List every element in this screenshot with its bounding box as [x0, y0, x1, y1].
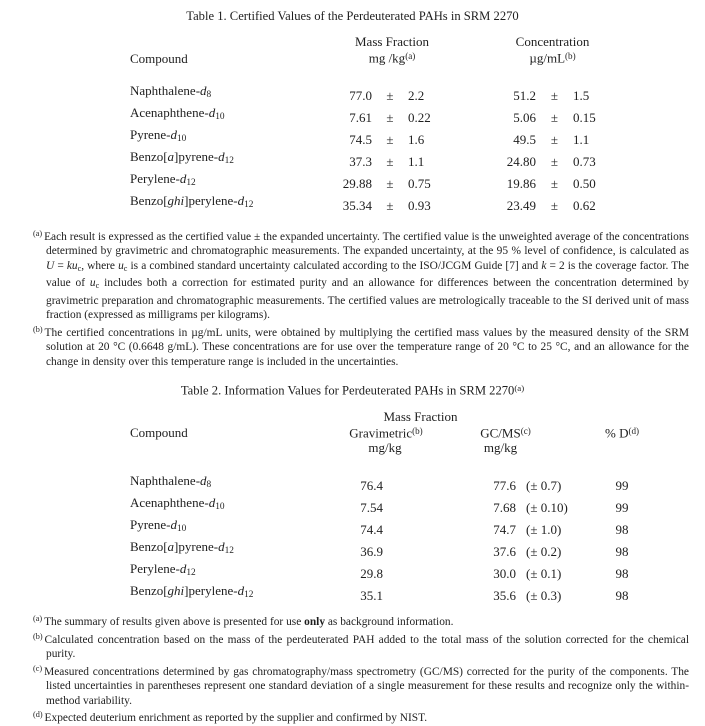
- plus-minus-symbol: ±: [386, 109, 394, 125]
- compound-name: Benzo[a]pyrene-d12: [130, 539, 234, 557]
- gravimetric-value: 35.1: [360, 588, 383, 604]
- table1-concentration-unit: $\mu g/mL^{(b)}$: [529, 50, 576, 66]
- gravimetric-value: 76.4: [360, 478, 383, 494]
- percent-d-value: 98: [615, 522, 629, 538]
- gcms-uncertainty: (± 0.7): [526, 478, 562, 494]
- gravimetric-value: 29.8: [360, 566, 383, 582]
- compound-name: Benzo[ghi]perylene-d12: [130, 583, 254, 601]
- concentration-value: 23.49: [506, 197, 536, 213]
- plus-minus-symbol: ±: [550, 109, 559, 125]
- gcms-uncertainty: (± 0.3): [526, 588, 562, 604]
- gcms-uncertainty: (± 1.0): [526, 522, 562, 538]
- table-row: [130, 82, 633, 104]
- table2-header-row-2: [130, 424, 650, 441]
- table1-header-row-1: [130, 34, 633, 49]
- mass-fraction-uncertainty: 1.1: [408, 153, 425, 169]
- footnote-marker: (b): [33, 324, 43, 334]
- footnote-b: [33, 630, 689, 662]
- footnote-text: Calculated concentration based on the mass of the perdeuterated PAH added to the total mass of the solution corrected for the chemical purity.: [44, 633, 689, 661]
- table-row: [130, 472, 650, 494]
- compound-name: Acenaphthene-d10: [130, 495, 225, 513]
- table2-compound-header: Compound: [130, 425, 188, 441]
- concentration-value: 51.2: [513, 87, 536, 103]
- footnote-text: Expected deuterium enrichment as reported by the supplier and confirmed by NIST.: [44, 712, 428, 725]
- gravimetric-value: 7.54: [360, 500, 383, 516]
- gcms-value: 35.6: [493, 588, 517, 604]
- concentration-uncertainty: 1.1: [573, 131, 590, 147]
- table-row: [130, 538, 650, 560]
- table-row: [130, 192, 633, 214]
- footnote-marker: (a): [33, 614, 43, 624]
- table2: [130, 409, 650, 605]
- mass-fraction-uncertainty: 2.2: [408, 87, 425, 103]
- concentration-uncertainty: 1.5: [573, 87, 590, 103]
- gcms-value: 30.0: [493, 566, 517, 582]
- mass-fraction-uncertainty: 0.22: [408, 109, 431, 125]
- table-row: [130, 582, 650, 604]
- table2-header-row-3: [130, 440, 650, 456]
- gcms-value: 7.68: [493, 500, 517, 516]
- mass-fraction-value: 35.34: [342, 197, 372, 213]
- table1-footnotes: [0, 227, 705, 369]
- gcms-uncertainty: (± 0.1): [526, 566, 562, 582]
- footnote-c: [33, 662, 689, 709]
- percent-d-value: 99: [615, 478, 629, 494]
- compound-name: Pyrene-d10: [130, 517, 187, 535]
- concentration-value: 49.5: [513, 131, 536, 147]
- footnote-text: The summary of results given above is presented for use only as background information.: [44, 616, 454, 629]
- table1-compound-header: Compound: [130, 50, 188, 66]
- table1-title: Table 1. Certified Values of the Perdeuterated PAHs in SRM 2270: [186, 9, 519, 23]
- compound-name: Benzo[a]pyrene-d12: [130, 148, 234, 166]
- gcms-value: 74.7: [493, 522, 517, 538]
- table-row: [130, 170, 633, 192]
- gcms-value: 37.6: [493, 544, 517, 560]
- compound-name: Acenaphthene-d10: [130, 104, 225, 122]
- table-row: [130, 516, 650, 538]
- table-row: [130, 104, 633, 126]
- gravimetric-value: 36.9: [360, 544, 383, 560]
- footnote-marker: (b): [33, 631, 43, 641]
- mass-fraction-value: 29.88: [342, 175, 372, 191]
- compound-name: Benzo[ghi]perylene-d12: [130, 192, 254, 210]
- mass-fraction-uncertainty: 0.75: [408, 175, 431, 191]
- table2-mass-fraction-header: Mass Fraction: [383, 408, 458, 424]
- footnote-d: [33, 708, 689, 726]
- plus-minus-symbol: ±: [550, 197, 559, 213]
- percent-d-value: 99: [615, 500, 629, 516]
- table1: [130, 34, 633, 214]
- table2-gcms-header: GC/MS$^{(c)}$: [480, 425, 531, 441]
- concentration-uncertainty: 0.15: [573, 109, 596, 125]
- compound-name: Perylene-d12: [130, 170, 196, 188]
- compound-name: Pyrene-d10: [130, 126, 187, 144]
- table2-gravimetric-header: Gravimetric$^{(b)}$: [349, 425, 423, 441]
- footnote-a: [33, 612, 689, 630]
- plus-minus-symbol: ±: [386, 197, 394, 213]
- table-row: [130, 126, 633, 148]
- table2-title: Table 2. Information Values for Perdeuterated PAHs in SRM 2270$^{(a)}$: [180, 383, 525, 398]
- footnote-text: Each result is expressed as the certified value ± the expanded uncertainty. The certified value is the unweighted average of the concentrations determined by gravimetric and chromatographic measurements. The expanded uncertainty, at the 95 % level of confidence, is calculated as U = kuc, where uc is a combined standard uncertainty calculated according to the ISO/JCGM Guide [7] and k = 2 is the coverage factor. The value of uc includes both a correction for estimated purity and an allowance for differences between the concentration determined by gravimetric preparation and chromatographic measurements. The certified values are metrologically traceable to the SI derived unit of mass fraction (expressed as milligrams per kilograms).: [44, 230, 689, 321]
- plus-minus-symbol: ±: [386, 175, 394, 191]
- mass-fraction-value: 74.5: [349, 131, 372, 147]
- footnote-marker: (c): [33, 663, 43, 673]
- table1-concentration-header: Concentration: [515, 34, 590, 49]
- table2-footnotes: [0, 612, 705, 726]
- plus-minus-symbol: ±: [550, 87, 559, 103]
- plus-minus-symbol: ±: [550, 175, 559, 191]
- footnote-text: Measured concentrations determined by gas chromatography/mass spectrometry (GC/MS) corrected for the purity of the components. The listed uncertainties in parentheses represent one standard deviation of a single measurement for these results and recognize only the within-method variability.: [44, 665, 689, 707]
- gcms-uncertainty: (± 0.10): [526, 500, 568, 516]
- mass-fraction-value: 7.61: [349, 109, 372, 125]
- table2-percent-d-header: % $D^{(d)}$: [604, 425, 640, 441]
- concentration-uncertainty: 0.50: [573, 175, 596, 191]
- gcms-uncertainty: (± 0.2): [526, 544, 562, 560]
- table1-mass-fraction-header: Mass Fraction: [354, 34, 430, 49]
- footnote-marker: (d): [33, 710, 43, 720]
- mass-fraction-uncertainty: 0.93: [408, 197, 431, 213]
- plus-minus-symbol: ±: [550, 153, 559, 169]
- table2-header-row-1: [130, 409, 650, 424]
- compound-name: Perylene-d12: [130, 561, 196, 579]
- plus-minus-symbol: ±: [386, 153, 394, 169]
- mass-fraction-uncertainty: 1.6: [408, 131, 425, 147]
- concentration-value: 19.86: [506, 175, 536, 191]
- gravimetric-value: 74.4: [360, 522, 383, 538]
- concentration-uncertainty: 0.73: [573, 153, 596, 169]
- compound-name: Naphthalene-d8: [130, 82, 212, 100]
- footnote-b: [33, 323, 689, 370]
- footnote-a: [33, 227, 689, 323]
- footnote-marker: (a): [33, 228, 43, 238]
- mass-fraction-value: 77.0: [349, 87, 372, 103]
- percent-d-value: 98: [615, 566, 629, 582]
- table-row: [130, 148, 633, 170]
- concentration-value: 5.06: [513, 109, 536, 125]
- table-row: [130, 494, 650, 516]
- plus-minus-symbol: ±: [550, 131, 559, 147]
- plus-minus-symbol: ±: [386, 131, 394, 147]
- gcms-value: 77.6: [493, 478, 517, 494]
- table2-gcms-unit: mg/kg: [483, 440, 518, 456]
- concentration-uncertainty: 0.62: [573, 197, 596, 213]
- plus-minus-symbol: ±: [386, 87, 394, 103]
- mass-fraction-value: 37.3: [349, 153, 372, 169]
- percent-d-value: 98: [615, 588, 629, 604]
- compound-name: Naphthalene-d8: [130, 473, 212, 491]
- concentration-value: 24.80: [506, 153, 536, 169]
- footnote-text: The certified concentrations in µg/mL units, were obtained by multiplying the certified mass values by the measured density of the SRM solution at 20 °C (0.6648 g/mL). These concentrations are for use over the temperature range of 20 °C to 25 °C, and an allowance for the change in density over this temperature range is included in the uncertainties.: [44, 326, 689, 368]
- table1-header-row-2: [130, 49, 633, 66]
- table-row: [130, 560, 650, 582]
- table2-gravimetric-unit: mg/kg: [368, 440, 402, 456]
- table1-mass-fraction-unit: mg $/kg^{(a)}$: [368, 50, 416, 66]
- percent-d-value: 98: [615, 544, 629, 560]
